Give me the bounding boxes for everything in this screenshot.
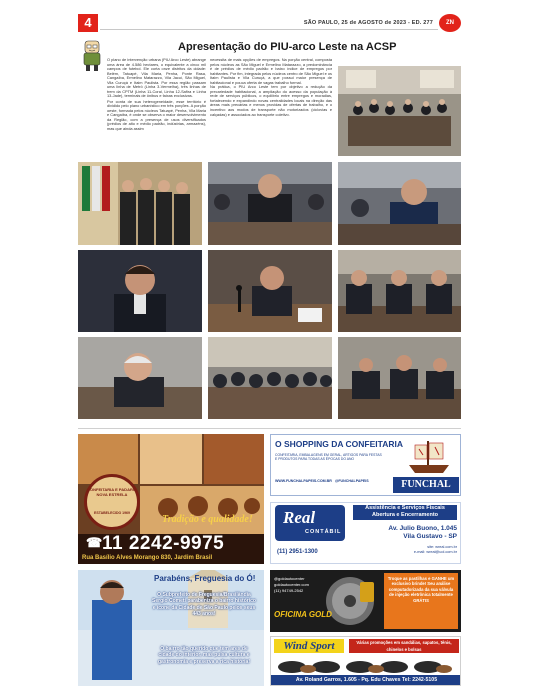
- header-rule: [100, 29, 438, 30]
- article-paragraph: necessita de mais opções de empregos. Na porção central, composta pelos núcleos as São Miguel e Ermelino Matarazzo, a predominância é de prédios de médio padrão e baixo índice de empregos por habitantes. Por fim, integrada pelos núcleos centro de São Miguel e os Itaim Paulista e Vila Curuçá, a que possui maior presença de habitacional e pouca oferta de vagas trabalho formal.: [210, 58, 332, 85]
- church-scene-image: [78, 570, 264, 686]
- funchal-title: O SHOPPING DA CONFEITARIA: [275, 439, 403, 449]
- page-number: 4: [78, 14, 98, 32]
- funchal-web: WWW.FUNCHALPAPEIS.COM.BR: [275, 479, 332, 483]
- freguesia-ad: [78, 570, 264, 686]
- freguesia-text-2: O bairro tão querido que tem ares de cidade do interior, mas pulsa cultura e gastronomia e preserva a rica história!: [158, 646, 250, 665]
- wind-sport-footer: Av. Roland Garros, 1.605 - Pq. Edu Chaves Tel: 2242-5105: [271, 675, 461, 686]
- confeitaria-ad: [78, 434, 264, 564]
- confeitaria-logo: [84, 474, 140, 530]
- table-speaker-photo: [338, 337, 461, 419]
- confeitaria-brand: CONFEITARIA E PADARIA NOVA ESTRELA: [87, 487, 137, 497]
- gold-site: goldautocenter.com: [274, 582, 309, 587]
- real-district: Vila Gustavo - SP: [403, 533, 457, 540]
- funchal-instagram: @FUNCHALPAPEIS: [334, 479, 369, 483]
- real-contabil-ad: [270, 502, 461, 564]
- article-paragraph: Na prática, o PIU Arco Leste tem por objetivo a redução da precariedade habitacional, a ampliação do acesso da população à rede de serviços públicos, o equilíbrio entre empregos e moradias, fortalecendo e expandindo novas centralidades locais na direção das áreas mais precárias e menos providas de ofertas de trabalho, e o incentivo aos modos de transporte não motorizados (ciclovias e calçadas) e associados ao transporte coletivo.: [210, 84, 332, 117]
- real-phone: (11) 2951-1300: [277, 549, 318, 555]
- wind-sport-ad: [270, 636, 461, 686]
- gold-instagram: @goldautocenter: [274, 576, 305, 581]
- shoes-image: [274, 655, 459, 675]
- freguesia-text-1: O Subprefeito de Freguesia/Brasilândia Sergio Cometi parabeniza o bairro histórico e ícone da Cidade de São Paulo pelos seus 443 anos!: [152, 592, 256, 617]
- real-email: e-mail: wreal@uol.com.br: [413, 550, 457, 554]
- funchal-line: E PRODUTOS PARA TODAS AS ÉPOCAS DO ANO: [275, 457, 355, 462]
- confeitaria-address: Rua Basílio Alves Morango 830, Jardim Brasil: [82, 555, 213, 561]
- confeitaria-contact-bar: [78, 534, 264, 564]
- date-edition: SÃO PAULO, 25 de AGOSTO de 2023 - ED. 277: [303, 20, 433, 26]
- funchal-links: [275, 479, 369, 483]
- article-column-2: [210, 58, 332, 158]
- gold-phone: (11) 94749-2542: [274, 588, 304, 593]
- funchal-brand: FUNCHAL: [393, 477, 459, 493]
- portrait-photo: [78, 250, 202, 332]
- oficina-gold-ad: [270, 570, 461, 632]
- confeitaria-phone: 11 2242-9975: [102, 533, 225, 554]
- real-site: site: wreal.com.br: [427, 545, 457, 549]
- meeting-room-photo: [338, 66, 461, 156]
- audience-photo: [208, 337, 332, 419]
- confeitaria-est: ESTABELECIDO 1969: [94, 511, 130, 515]
- gold-brand: OFICINA GOLD: [274, 610, 332, 619]
- real-service: Assistência e Serviços Fiscais: [365, 505, 445, 511]
- phone-icon: ☎: [86, 535, 103, 550]
- real-address: Av. Julio Buono, 1.045: [388, 525, 457, 532]
- gold-promo: Troque as pastilhas e GANHE um exclusivo brinde! Seu análise computadorizada da sua válvula de injeção eletrônica totalmente GRÁTIS: [384, 573, 458, 629]
- article-paragraph: Por conta de sua heterogeneidade, esse território é dividido pelo plano urbanístico em três porções. A porção oeste, formada pelos núcleos Tatuapé, Penha, Vila Maria e Cangaíba, é onde se observa o maior desenvolvimento da Região, com a presença de usos diversificados (prédios de alto e médio padrão, indústrias, armazéns), mas que ainda assim: [107, 98, 206, 131]
- real-address-block: [357, 525, 457, 541]
- real-services: [353, 505, 457, 520]
- funchal-line: CONFEITARIA, EMBALAGENS EM GERAL, ARTIGOS PARA FESTAS: [275, 453, 382, 457]
- page-header: [78, 14, 461, 34]
- funchal-text: [275, 453, 395, 461]
- funchal-ad: [270, 434, 461, 496]
- confeitaria-slogan: Tradição e qualidade!: [162, 514, 253, 525]
- brake-disc-icon: [320, 574, 380, 628]
- panel-photo: [338, 250, 461, 332]
- speaker-photo-1: [208, 162, 332, 245]
- wind-sport-tagline: Várias promoções em sandálias, sapatos, tênis, chinelos e bolsas: [349, 639, 459, 653]
- real-name: Real: [283, 508, 316, 527]
- ship-icon: [403, 437, 455, 477]
- real-contacts: [357, 545, 457, 555]
- real-service: Abertura e Encerramento: [371, 512, 439, 518]
- real-sub: CONTÁBIL: [305, 529, 342, 535]
- speaker-photo-2: [338, 162, 461, 245]
- freguesia-title: Parabéns, Freguesia do Ó!: [154, 574, 256, 583]
- article-paragraph: O plano de intervenção urbana (PIU Arco Leste) abrange uma área de 4.586 hectares, o equivalente a cinco mil campos de futebol. Ele corta onze distritos da cidade: Belém, Tatuapé, Vila Maria, Penha, Ponte Rasa, Cangaíba, Ermelino Matarazzo, Vila Jacuí, São Miguel, Vila Curuçá e Itaim Paulista. Por essa região passam uma linha de Metrô (Linha 3-Vermelha), três linhas de trem da CPTM (Linha 11-Coral, Linha 12-Safira e Linha 13-Jade), terminais de ônibus e faixas exclusivas.: [107, 58, 206, 99]
- article-column-1: [78, 58, 206, 157]
- gold-contacts: [274, 576, 322, 594]
- article-title: Apresentação do PIU-arco Leste na ACSP: [178, 41, 397, 53]
- group-photo-flags: [78, 162, 202, 245]
- speaker-microphone-photo: [208, 250, 332, 332]
- elder-speaker-photo: [78, 337, 202, 419]
- wind-sport-logo: Wind Sport: [274, 639, 344, 653]
- newspaper-logo: ZN: [439, 14, 461, 32]
- newspaper-page: [78, 14, 461, 686]
- section-divider: [78, 428, 461, 429]
- real-logo: [275, 505, 345, 541]
